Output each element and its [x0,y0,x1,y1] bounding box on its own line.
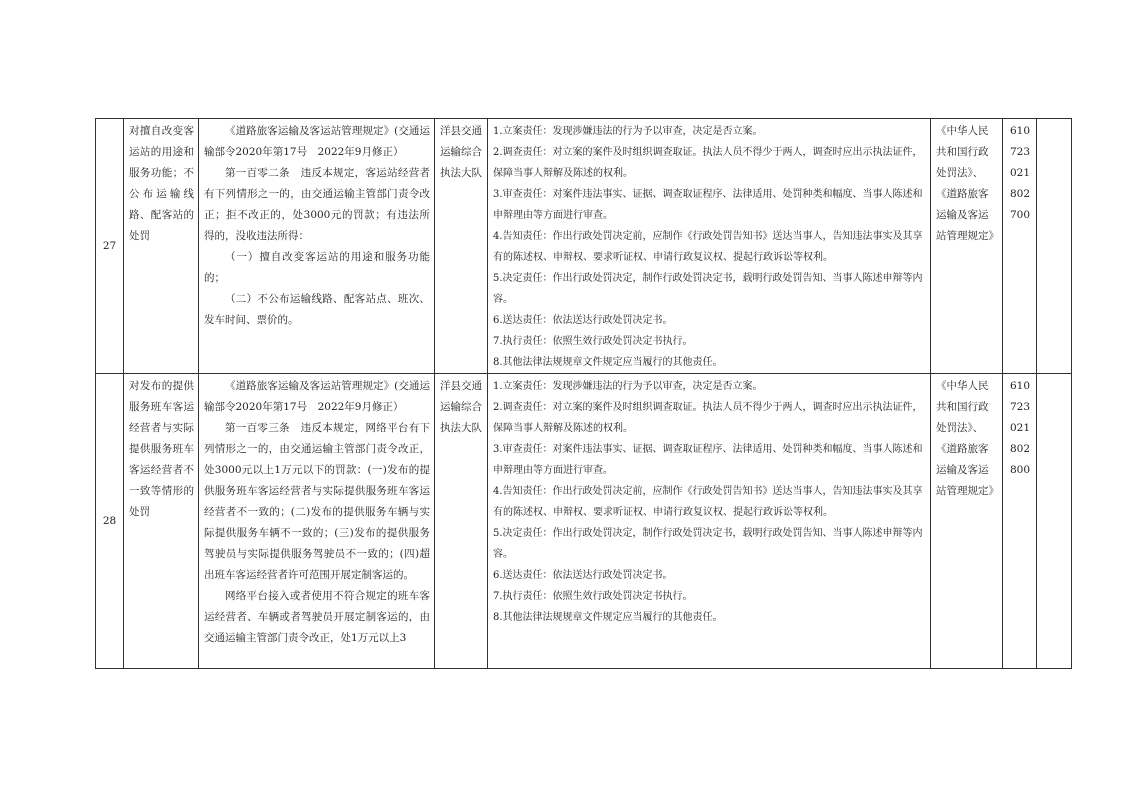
duty-item: 1.立案责任：发现涉嫌违法的行为予以审查，决定是否立案。 [493,126,763,137]
code-line: 700 [1010,209,1031,221]
duty-item: 6.送达责任：依法送达行政处罚决定书。 [493,315,673,326]
duty-item: 1.立案责任：发现涉嫌违法的行为予以审查，决定是否立案。 [493,381,763,392]
item-code [1003,374,1037,669]
code-line: 610 [1010,380,1031,392]
basis-paragraph: （二）不公布运输线路、配客站点、班次、发车时间、票价的。 [204,293,430,326]
department: 洋县交通运输综合执法大队 [435,374,488,669]
duty-item: 6.送达责任：依法送达行政处罚决定书。 [493,570,673,581]
legal-basis [199,374,435,669]
basis-paragraph: 第一百零三条 违反本规定，网络平台有下列情形之一的，由交通运输主管部门责令改正，处3000元以上1万元以下的罚款：(一)发布的提供服务班车客运经营者与实际提供服务班车客运经营者不一致的；(二)发布的提供服务车辆与实际提供服务车辆不一致的；(三)发布的提供服务驾驶员与实际提供服务驾驶员不一致的；(四)超出班车客运经营者许可范围开展定制客运的。 [204,422,430,581]
code-line: 723 [1010,401,1031,413]
code-line: 021 [1010,422,1031,434]
legal-basis [199,119,435,374]
item-name: 对发布的提供服务班车客运经营者与实际提供服务班车客运经营者不一致等情形的处罚 [124,374,199,669]
duty-item: 4.告知责任：作出行政处罚决定前，应制作《行政处罚告知书》送达当事人，告知违法事实及其享有的陈述权、申辩权、要求听证权、申请行政复议权、提起行政诉讼等权利。 [493,231,923,263]
duty-item: 5.决定责任：作出行政处罚决定，制作行政处罚决定书，载明行政处罚告知、当事人陈述申辩等内容。 [493,273,923,305]
item-code [1003,119,1037,374]
duties [488,374,931,669]
code-line: 723 [1010,146,1031,158]
basis-paragraph: 《道路旅客运输及客运站管理规定》(交通运输部令2020年第17号 2022年9月修正） [204,380,430,413]
duty-item: 8.其他法律法规规章文件规定应当履行的其他责任。 [493,612,723,623]
basis-paragraph: 《道路旅客运输及客运站管理规定》(交通运输部令2020年第17号 2022年9月修正） [204,125,430,158]
code-line: 802 [1010,188,1031,200]
row-number: 27 [96,119,124,374]
code-line: 800 [1010,464,1031,476]
duties [488,119,931,374]
department: 洋县交通运输综合执法大队 [435,119,488,374]
code-line: 610 [1010,125,1031,137]
code-line: 021 [1010,167,1031,179]
penalty-table [95,118,1072,669]
remark [1037,374,1072,669]
basis-paragraph: 网络平台接入或者使用不符合规定的班车客运经营者、车辆或者驾驶员开展定制客运的，由交通运输主管部门责令改正，处1万元以上3 [204,590,430,644]
duty-item: 8.其他法律法规规章文件规定应当履行的其他责任。 [493,357,723,368]
row-number: 28 [96,374,124,669]
code-line: 802 [1010,443,1031,455]
basis-paragraph: 第一百零二条 违反本规定，客运站经营者有下列情形之一的，由交通运输主管部门责令改正；拒不改正的，处3000元的罚款；有违法所得的，没收违法所得： [204,167,430,242]
item-name: 对擅自改变客运站的用途和服务功能；不公布运输线路、配客站的处罚 [124,119,199,374]
basis-paragraph: （一）擅自改变客运站的用途和服务功能的； [204,251,430,284]
duty-item: 2.调查责任：对立案的案件及时组织调查取证。执法人员不得少于两人，调查时应出示执法证件，保障当事人辩解及陈述的权利。 [493,402,923,434]
legal-references: 《中华人民共和国行政处罚法》、《道路旅客运输及客运站管理规定》 [931,374,1003,669]
duty-item: 7.执行责任：依照生效行政处罚决定书执行。 [493,336,693,347]
duty-item: 5.决定责任：作出行政处罚决定，制作行政处罚决定书，载明行政处罚告知、当事人陈述申辩等内容。 [493,528,923,560]
table-row [96,119,1072,374]
duty-item: 3.审查责任：对案件违法事实、证据、调查取证程序、法律适用、处罚种类和幅度、当事人陈述和申辩理由等方面进行审查。 [493,189,923,221]
remark [1037,119,1072,374]
table-row [96,374,1072,669]
duty-item: 3.审查责任：对案件违法事实、证据、调查取证程序、法律适用、处罚种类和幅度、当事人陈述和申辩理由等方面进行审查。 [493,444,923,476]
duty-item: 4.告知责任：作出行政处罚决定前，应制作《行政处罚告知书》送达当事人，告知违法事实及其享有的陈述权、申辩权、要求听证权、申请行政复议权、提起行政诉讼等权利。 [493,486,923,518]
legal-references: 《中华人民共和国行政处罚法》、《道路旅客运输及客运站管理规定》 [931,119,1003,374]
duty-item: 2.调查责任：对立案的案件及时组织调查取证。执法人员不得少于两人，调查时应出示执法证件，保障当事人辩解及陈述的权利。 [493,147,923,179]
duty-item: 7.执行责任：依照生效行政处罚决定书执行。 [493,591,693,602]
